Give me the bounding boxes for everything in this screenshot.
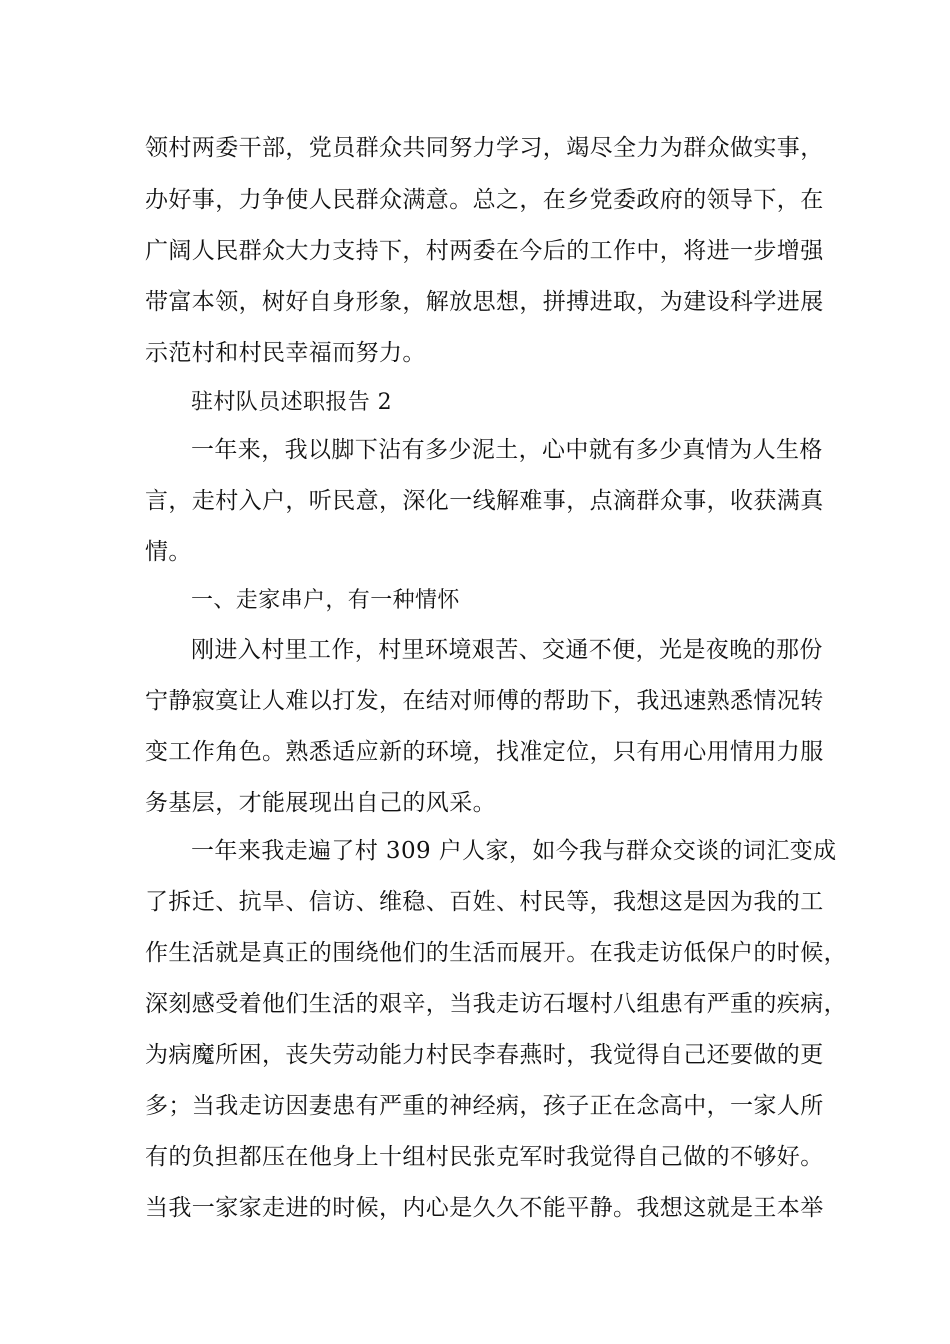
text-line: 示范村和村民幸福而努力。	[145, 340, 426, 366]
text-line: 当我一家家走进的时候，内心是久久不能平静。我想这就是王本举	[145, 1195, 824, 1221]
text-line: 领村两委干部，党员群众共同努力学习，竭尽全力为群众做实事，	[145, 135, 824, 161]
text-line: 一年来，我以脚下沾有多少泥土，心中就有多少真情为人生格	[191, 437, 823, 463]
text-line: 情。	[145, 539, 192, 565]
text-line: 务基层，才能展现出自己的风采。	[145, 790, 496, 816]
text-line: 深刻感受着他们生活的艰辛，当我走访石堰村八组患有严重的疾病，	[145, 991, 847, 1017]
text-line: 带富本领，树好自身形象，解放思想，拼搏进取，为建设科学进展	[145, 289, 824, 315]
text-line: 了拆迁、抗旱、信访、维稳、百姓、村民等，我想这是因为我的工	[145, 889, 824, 915]
text-line: 办好事，力争使人民群众满意。总之，在乡党委政府的领导下，在	[145, 187, 824, 213]
text-line: 言，走村入户，听民意，深化一线解难事，点滴群众事，收获满真	[145, 488, 824, 514]
subsection-heading: 一、走家串户，有一种情怀	[191, 588, 460, 613]
text-line: 刚进入村里工作，村里环境艰苦、交通不便，光是夜晚的那份	[191, 637, 823, 663]
text-line: 作生活就是真正的围绕他们的生活而展开。在我走访低保户的时候，	[145, 940, 847, 966]
text-line: 为病魔所困，丧失劳动能力村民李春燕时，我觉得自己还要做的更	[145, 1042, 824, 1068]
text-line: 有的负担都压在他身上十组村民张克军时我觉得自己做的不够好。	[145, 1144, 824, 1170]
text-line: 变工作角色。熟悉适应新的环境，找准定位，只有用心用情用力服	[145, 739, 824, 765]
text-line: 宁静寂寞让人难以打发，在结对师傅的帮助下，我迅速熟悉情况转	[145, 688, 824, 714]
text-line: 多；当我走访因妻患有严重的神经病，孩子正在念高中，一家人所	[145, 1093, 824, 1119]
text-line: 一年来我走遍了村 309 户人家，如今我与群众交谈的词汇变成	[191, 838, 837, 864]
section-title: 驻村队员述职报告 2	[191, 390, 392, 415]
text-line: 广阔人民群众大力支持下，村两委在今后的工作中，将进一步增强	[145, 238, 824, 264]
